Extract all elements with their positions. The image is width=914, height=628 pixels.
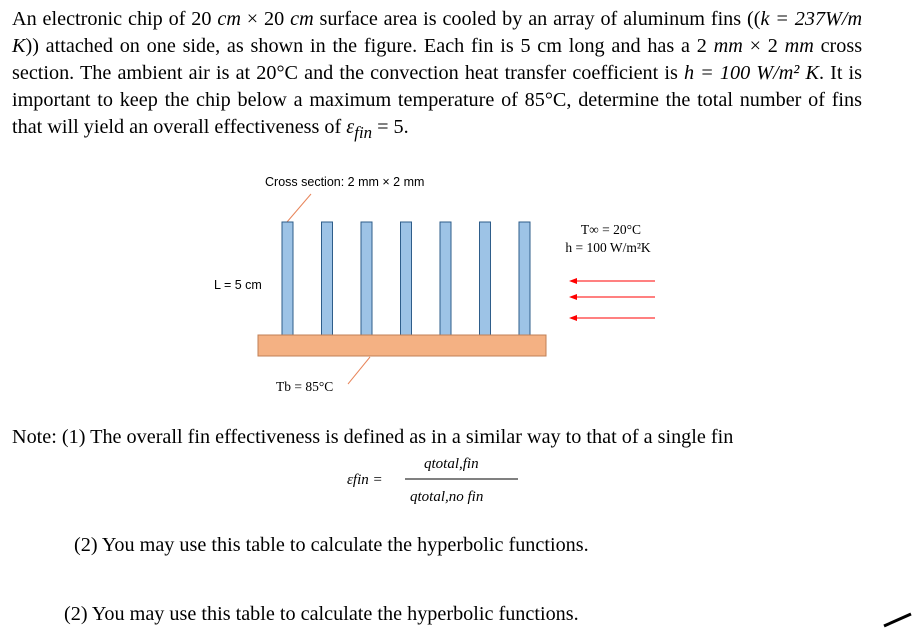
fin: [322, 222, 333, 335]
arrow-head: [569, 294, 577, 300]
fins: [282, 222, 530, 335]
effectiveness-denominator: qtotal,no fin: [410, 489, 484, 505]
base-temp-leader: [348, 357, 370, 384]
fin: [440, 222, 451, 335]
problem-seg: cross section. The ambient air is at 20°C and the convection heat transfer coefficient is: [12, 35, 863, 84]
effectiveness-lhs: εfin =: [347, 472, 383, 488]
times-sign: ×: [246, 8, 259, 30]
unit-mm: mm: [784, 35, 814, 57]
convection-coefficient-label: h = 100 W/m²K: [565, 240, 651, 255]
unit-cm: cm: [217, 8, 241, 30]
unit-mm: mm: [713, 35, 743, 57]
problem-seg: 20: [264, 8, 285, 30]
cross-section-label: Cross section: 2 mm × 2 mm: [265, 175, 425, 189]
unit-cm: cm: [290, 8, 314, 30]
base-temp-label: Tb = 85°C: [276, 379, 334, 394]
problem-seg: )) attached on one side, as shown in the figure. Each fin is 5 cm long and has a 2: [25, 35, 707, 57]
fin: [519, 222, 530, 335]
conductivity-expr: k = 237W/m K: [12, 8, 863, 57]
cross-section-leader: [287, 194, 311, 222]
problem-seg: . It is important to keep the chip below a maximum temperature of 85°C, determine the total number of fins that will yield an overall effectiveness of: [12, 62, 863, 138]
effectiveness-numerator: qtotal,fin: [424, 456, 479, 472]
h-expr: h = 100 W/m² K: [683, 62, 819, 84]
note-2: (2) You may use this table to calculate the hyperbolic functions.: [74, 534, 589, 556]
times-sign: ×: [749, 35, 761, 57]
fin: [282, 222, 293, 335]
note-1: Note: (1) The overall fin effectiveness is defined as in a similar way to that of a single fin: [12, 426, 734, 448]
fin-length-label: L = 5 cm: [214, 278, 262, 292]
note-2-repeat: (2) You may use this table to calculate the hyperbolic functions.: [64, 603, 579, 625]
problem-seg: 2: [767, 35, 778, 57]
problem-seg: An electronic chip of 20: [12, 8, 212, 30]
epsilon-symbol: ε: [346, 116, 355, 138]
problem-seg: = 5.: [377, 116, 409, 138]
epsilon-subscript: fin: [354, 123, 373, 143]
arrow-head: [569, 315, 577, 321]
fin: [480, 222, 491, 335]
ambient-temp-label: T∞ = 20°C: [580, 222, 642, 237]
base-plate: [258, 335, 546, 356]
stray-mark: [884, 614, 911, 626]
problem-seg: surface area is cooled by an array of aluminum fins ((: [319, 8, 761, 30]
arrow-head: [569, 278, 577, 284]
fin: [401, 222, 412, 335]
fin: [361, 222, 372, 335]
